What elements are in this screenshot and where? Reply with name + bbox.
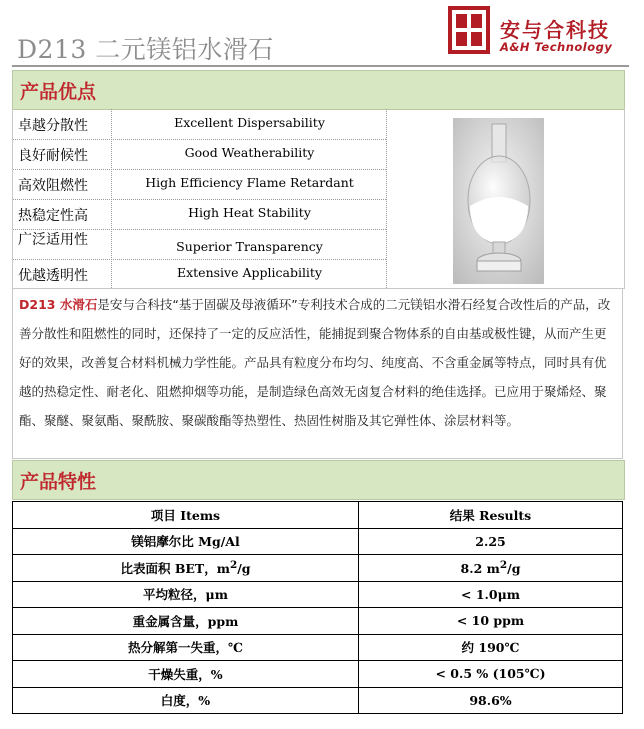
- property-result: < 0.5 % (105℃): [359, 661, 623, 688]
- description-highlight: D213 水滑石: [19, 297, 98, 312]
- logo-cn-text: 安与合科技: [500, 18, 610, 42]
- description-text: 是安与合科技“基于固碳及母液循环”专利技术合成的二元镁铝水滑石经复合改性后的产品，改善分散性和阻燃性的同时，还保持了一定的反应活性，能捕捉到聚合物体系的自由基或极性键，从而产生更好的效果，改善复合材料机械力学性能。产品具有粒度分布均匀、纯度高、不含重金属等特点，同时具有优越的热稳定性、耐老化、阻燃抑烟等功能，是制造绿色高效无卤复合材料的绝佳选择。已应用于聚烯烃、聚酯、聚醚、聚氨酯、聚酰胺、聚碳酸酯等热塑性、热固性树脂及其它弹性体、涂层材料等。: [19, 297, 611, 428]
- property-result: 2.25: [359, 528, 623, 555]
- table-row: [13, 687, 623, 714]
- advantage-en: Extensive Applicability: [176, 265, 323, 280]
- table-row: [13, 661, 623, 688]
- property-item: 比表面积 BET，$m^2/g$: [13, 555, 359, 582]
- property-item: 热分解第一失重，℃: [13, 634, 359, 661]
- table-row: [13, 528, 623, 555]
- property-item: 镁铝摩尔比 Mg/Al: [13, 528, 359, 555]
- logo-en-text: A&H Technology: [500, 40, 613, 54]
- logo-mark-icon: [448, 6, 490, 54]
- advantage-cn: 热稳定性高: [18, 208, 88, 224]
- advantage-row: [13, 199, 386, 230]
- advantage-row: [13, 259, 386, 289]
- advantage-en: Superior Transparency: [176, 239, 323, 254]
- property-result: 8.2 $m^2/g$: [359, 555, 623, 582]
- advantage-cn: 卓越分散性: [18, 118, 88, 134]
- advantage-en: High Efficiency Flame Retardant: [145, 175, 354, 190]
- property-item: 平均粒径，μm: [13, 581, 359, 608]
- property-result: < 10 ppm: [359, 608, 623, 635]
- table-row: [13, 608, 623, 635]
- advantage-row: [13, 139, 386, 170]
- properties-heading: 产品特性: [20, 471, 97, 493]
- header-divider: [12, 65, 629, 67]
- advantages-heading: 产品优点: [20, 81, 97, 103]
- table-row: [13, 581, 623, 608]
- advantage-en: Good Weatherability: [184, 145, 315, 160]
- property-item: 干燥失重，%: [13, 661, 359, 688]
- column-divider: [386, 109, 388, 288]
- table-row: [13, 555, 623, 582]
- product-photo: [453, 118, 544, 284]
- advantage-cn: 良好耐候性: [18, 148, 88, 164]
- property-item: 白度，%: [13, 687, 359, 714]
- property-result: 约 190℃: [359, 634, 623, 661]
- advantage-en: High Heat Stability: [188, 205, 311, 220]
- advantage-row: [13, 109, 386, 140]
- company-logo: [448, 6, 638, 56]
- property-result: 98.6%: [359, 687, 623, 714]
- property-result: < 1.0μm: [359, 581, 623, 608]
- advantage-cn: 广泛适用性: [18, 232, 88, 248]
- advantage-row: [13, 169, 386, 200]
- page-title: D213 二元镁铝水滑石: [17, 35, 274, 64]
- column-header-items: 项目 Items: [13, 502, 359, 529]
- properties-table: [12, 501, 623, 714]
- properties-heading-bar: [12, 460, 625, 500]
- column-header-results: 结果 Results: [359, 502, 623, 529]
- product-description: [12, 288, 623, 459]
- advantage-row: [13, 229, 386, 260]
- table-row: [13, 634, 623, 661]
- advantage-cn: 优越透明性: [18, 268, 88, 284]
- table-header-row: [13, 502, 623, 529]
- advantages-heading-bar: [12, 70, 625, 110]
- property-item: 重金属含量，ppm: [13, 608, 359, 635]
- advantage-en: Excellent Dispersability: [174, 115, 325, 130]
- advantage-cn: 高效阻燃性: [18, 178, 88, 194]
